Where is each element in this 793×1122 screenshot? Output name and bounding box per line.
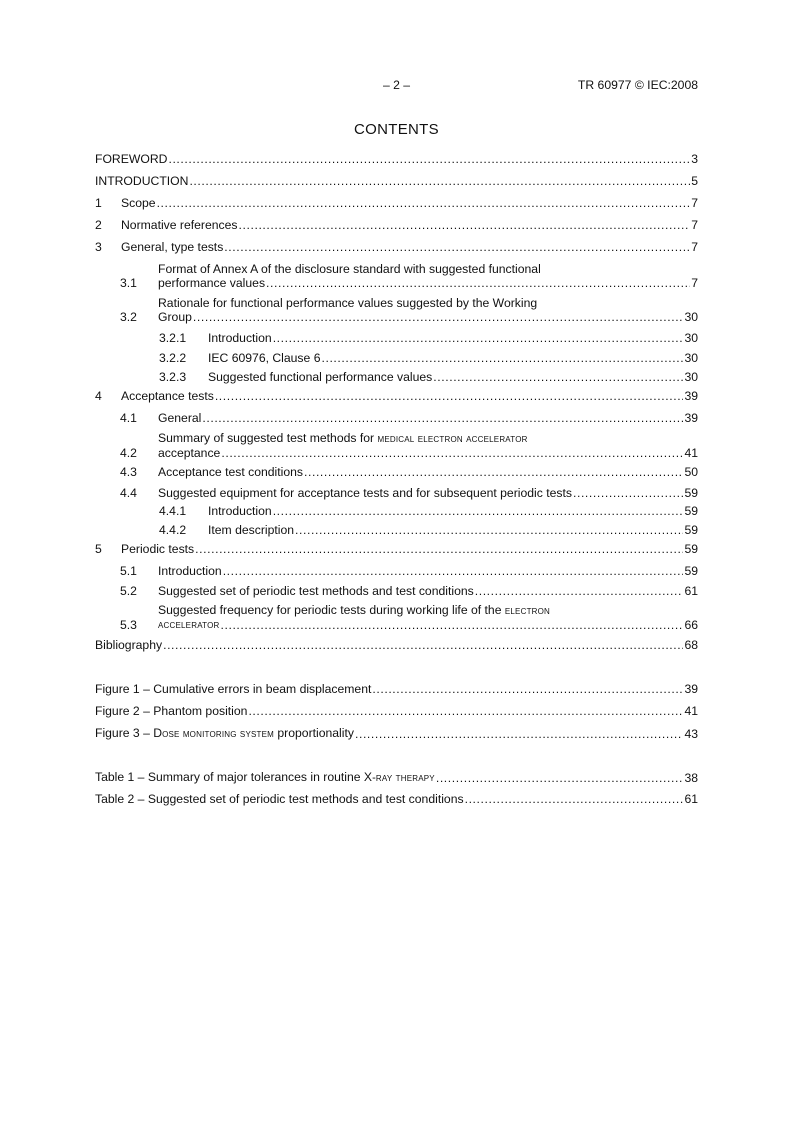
toc-page-number: 7	[691, 240, 698, 254]
leader-dots	[573, 486, 683, 500]
toc-entry-text-line1a: Summary of suggested test methods for	[158, 431, 378, 445]
toc-entry-text-line1	[158, 431, 698, 446]
toc-entry-text: Suggested functional performance values	[208, 370, 433, 384]
toc-page-number: 59	[684, 523, 698, 537]
toc-entry-4-3[interactable]	[95, 465, 698, 479]
toc-entry-text: Acceptance test conditions	[158, 465, 303, 479]
toc-page-number: 3	[691, 152, 698, 166]
toc-entry-introduction[interactable]	[95, 174, 698, 188]
toc-page-number: 5	[691, 174, 698, 188]
toc-entry-2[interactable]	[95, 218, 698, 232]
toc-page-number: 61	[684, 792, 698, 806]
section-number: 4.3	[120, 465, 137, 479]
section-number: 4.4	[120, 486, 137, 500]
leader-dots	[372, 682, 683, 696]
toc-entry-bibliography[interactable]	[95, 638, 698, 652]
leader-dots	[168, 152, 690, 166]
section-number: 3.2.2	[159, 351, 187, 365]
section-number: 3	[95, 240, 102, 254]
leader-dots	[163, 638, 683, 652]
page-number: – 2 –	[382, 78, 411, 92]
toc-entry-4-4[interactable]	[95, 486, 698, 500]
toc-entry-5[interactable]	[95, 542, 698, 556]
toc-page-number: 39	[684, 411, 698, 425]
toc-entry-5-2[interactable]	[95, 584, 698, 598]
toc-page-number: 59	[684, 504, 698, 518]
toc-page-number: 7	[691, 218, 698, 232]
figure-caption: Figure 2 – Phantom position	[95, 704, 248, 718]
toc-page-number: 30	[684, 310, 698, 324]
toc-entry-text-line2: accelerator	[158, 619, 220, 631]
toc-entry-text: Suggested equipment for acceptance tests and for subsequent periodic tests	[158, 486, 572, 500]
table-caption: Table 2 – Suggested set of periodic test methods and test conditions	[95, 792, 464, 806]
toc-entry-text: Introduction	[158, 564, 222, 578]
document-id: TR 60977 © IEC:2008	[577, 78, 698, 92]
section-number: 3.2	[120, 310, 137, 324]
table-caption	[95, 770, 435, 785]
section-number: 5.3	[120, 618, 137, 632]
toc-entry-text: Bibliography	[95, 638, 163, 652]
toc-entry-foreword[interactable]	[95, 152, 698, 166]
section-number: 4.4.2	[159, 523, 187, 537]
leader-dots	[248, 704, 683, 718]
toc-entry-3-2[interactable]	[95, 296, 698, 324]
section-number: 5.1	[120, 564, 137, 578]
toc-entry-text-term: electron	[504, 605, 551, 617]
leader-dots	[223, 564, 684, 578]
leader-dots	[273, 504, 684, 518]
toc-entry-text-line1a: Suggested frequency for periodic tests during working life of the	[158, 603, 505, 617]
toc-entry-text-line2: acceptance	[158, 446, 221, 460]
toc-page-number: 61	[684, 584, 698, 598]
toc-page-number: 50	[684, 465, 698, 479]
toc-page-number: 38	[684, 771, 698, 785]
toc-entry-text-line1: Rationale for functional performance values suggested by the Working	[158, 296, 538, 310]
section-number: 4.1	[120, 411, 137, 425]
leader-dots	[157, 196, 691, 210]
toc-page-number: 43	[684, 727, 698, 741]
toc-entry-text: FOREWORD	[95, 152, 168, 166]
toc-entry-text: General, type tests	[121, 240, 224, 254]
section-number: 4	[95, 389, 102, 403]
toc-page-number: 39	[684, 389, 698, 403]
toc-entry-4-2[interactable]	[95, 431, 698, 460]
toc-page-number: 7	[691, 276, 698, 290]
leader-dots	[202, 411, 683, 425]
leader-dots	[215, 389, 684, 403]
toc-page-number: 30	[684, 370, 698, 384]
figure-caption-prefix: Figure 3 – D	[95, 726, 163, 740]
toc-entry-3-1[interactable]	[95, 262, 698, 290]
leader-dots	[295, 523, 683, 537]
toc-page-number: 41	[684, 704, 698, 718]
toc-page-number: 66	[684, 618, 698, 632]
page-header	[95, 78, 698, 94]
toc-entry-text: Acceptance tests	[121, 389, 214, 403]
toc-figure-2[interactable]	[95, 704, 698, 718]
table-caption-term: -ray therapy	[372, 772, 435, 784]
toc-entry-text-line1	[158, 603, 698, 618]
leader-dots	[221, 446, 683, 460]
toc-entry-text: Scope	[121, 196, 156, 210]
leader-dots	[224, 240, 690, 254]
section-number: 3.2.1	[159, 331, 187, 345]
toc-entry-3-2-3[interactable]	[95, 370, 698, 384]
leader-dots	[193, 310, 684, 324]
toc-entry-text: General	[158, 411, 202, 425]
toc-page-number: 59	[684, 564, 698, 578]
section-number: 2	[95, 218, 102, 232]
toc-page-number: 30	[684, 351, 698, 365]
toc-entry-5-1[interactable]	[95, 564, 698, 578]
toc-page-number: 7	[691, 196, 698, 210]
leader-dots	[273, 331, 684, 345]
section-number: 5.2	[120, 584, 137, 598]
toc-entry-text: Suggested set of periodic test methods and test conditions	[158, 584, 474, 598]
toc-entry-3-2-2[interactable]	[95, 351, 698, 365]
toc-page-number: 68	[684, 638, 698, 652]
figure-caption-suffix: proportionality	[274, 726, 354, 740]
figure-caption: Figure 1 – Cumulative errors in beam displacement	[95, 682, 372, 696]
toc-entry-5-3[interactable]	[95, 603, 698, 632]
toc-figure-1[interactable]	[95, 682, 698, 696]
toc-entry-4-4-1[interactable]	[95, 504, 698, 518]
toc-page-number: 59	[684, 542, 698, 556]
toc-entry-text: Item description	[208, 523, 295, 537]
toc-entry-text: INTRODUCTION	[95, 174, 189, 188]
toc-entry-text: Introduction	[208, 331, 272, 345]
leader-dots	[266, 276, 690, 290]
toc-entry-3[interactable]	[95, 240, 698, 254]
leader-dots	[220, 618, 683, 632]
leader-dots	[321, 351, 683, 365]
leader-dots	[475, 584, 684, 598]
toc-page-number: 30	[684, 331, 698, 345]
section-number: 1	[95, 196, 102, 210]
toc-table-1[interactable]	[95, 770, 698, 785]
figure-caption	[95, 726, 354, 741]
toc-entry-text-line2: Group	[158, 310, 192, 324]
toc-entry-text: Normative references	[121, 218, 238, 232]
leader-dots	[436, 771, 684, 785]
toc-entry-3-2-1[interactable]	[95, 331, 698, 345]
toc-page-number: 39	[684, 682, 698, 696]
toc-figure-3[interactable]	[95, 726, 698, 741]
leader-dots	[465, 792, 684, 806]
table-caption-prefix: Table 1 – Summary of major tolerances in routine X	[95, 770, 373, 784]
toc-entry-text-line1: Format of Annex A of the disclosure standard with suggested functional	[158, 262, 541, 276]
section-number: 3.1	[120, 276, 137, 290]
toc-entry-4-4-2[interactable]	[95, 523, 698, 537]
figure-caption-term: ose monitoring system	[162, 728, 275, 740]
section-number: 4.2	[120, 446, 137, 460]
page-title: CONTENTS	[354, 121, 439, 138]
toc-entry-4-1[interactable]	[95, 411, 698, 425]
section-number: 3.2.3	[159, 370, 187, 384]
toc-page-number: 41	[684, 446, 698, 460]
toc-page-number: 59	[684, 486, 698, 500]
toc-entry-text-term: medical electron accelerator	[377, 433, 528, 445]
toc-table-2[interactable]	[95, 792, 698, 806]
toc-entry-1[interactable]	[95, 196, 698, 210]
leader-dots	[433, 370, 683, 384]
leader-dots	[189, 174, 690, 188]
leader-dots	[304, 465, 683, 479]
leader-dots	[239, 218, 691, 232]
toc-entry-text: Introduction	[208, 504, 272, 518]
toc-entry-4[interactable]	[95, 389, 698, 403]
leader-dots	[355, 727, 683, 741]
leader-dots	[195, 542, 683, 556]
toc-entry-text: Periodic tests	[121, 542, 195, 556]
toc-entry-text: IEC 60976, Clause 6	[208, 351, 321, 365]
section-number: 4.4.1	[159, 504, 187, 518]
toc-entry-text-line2: performance values	[158, 276, 266, 290]
section-number: 5	[95, 542, 102, 556]
